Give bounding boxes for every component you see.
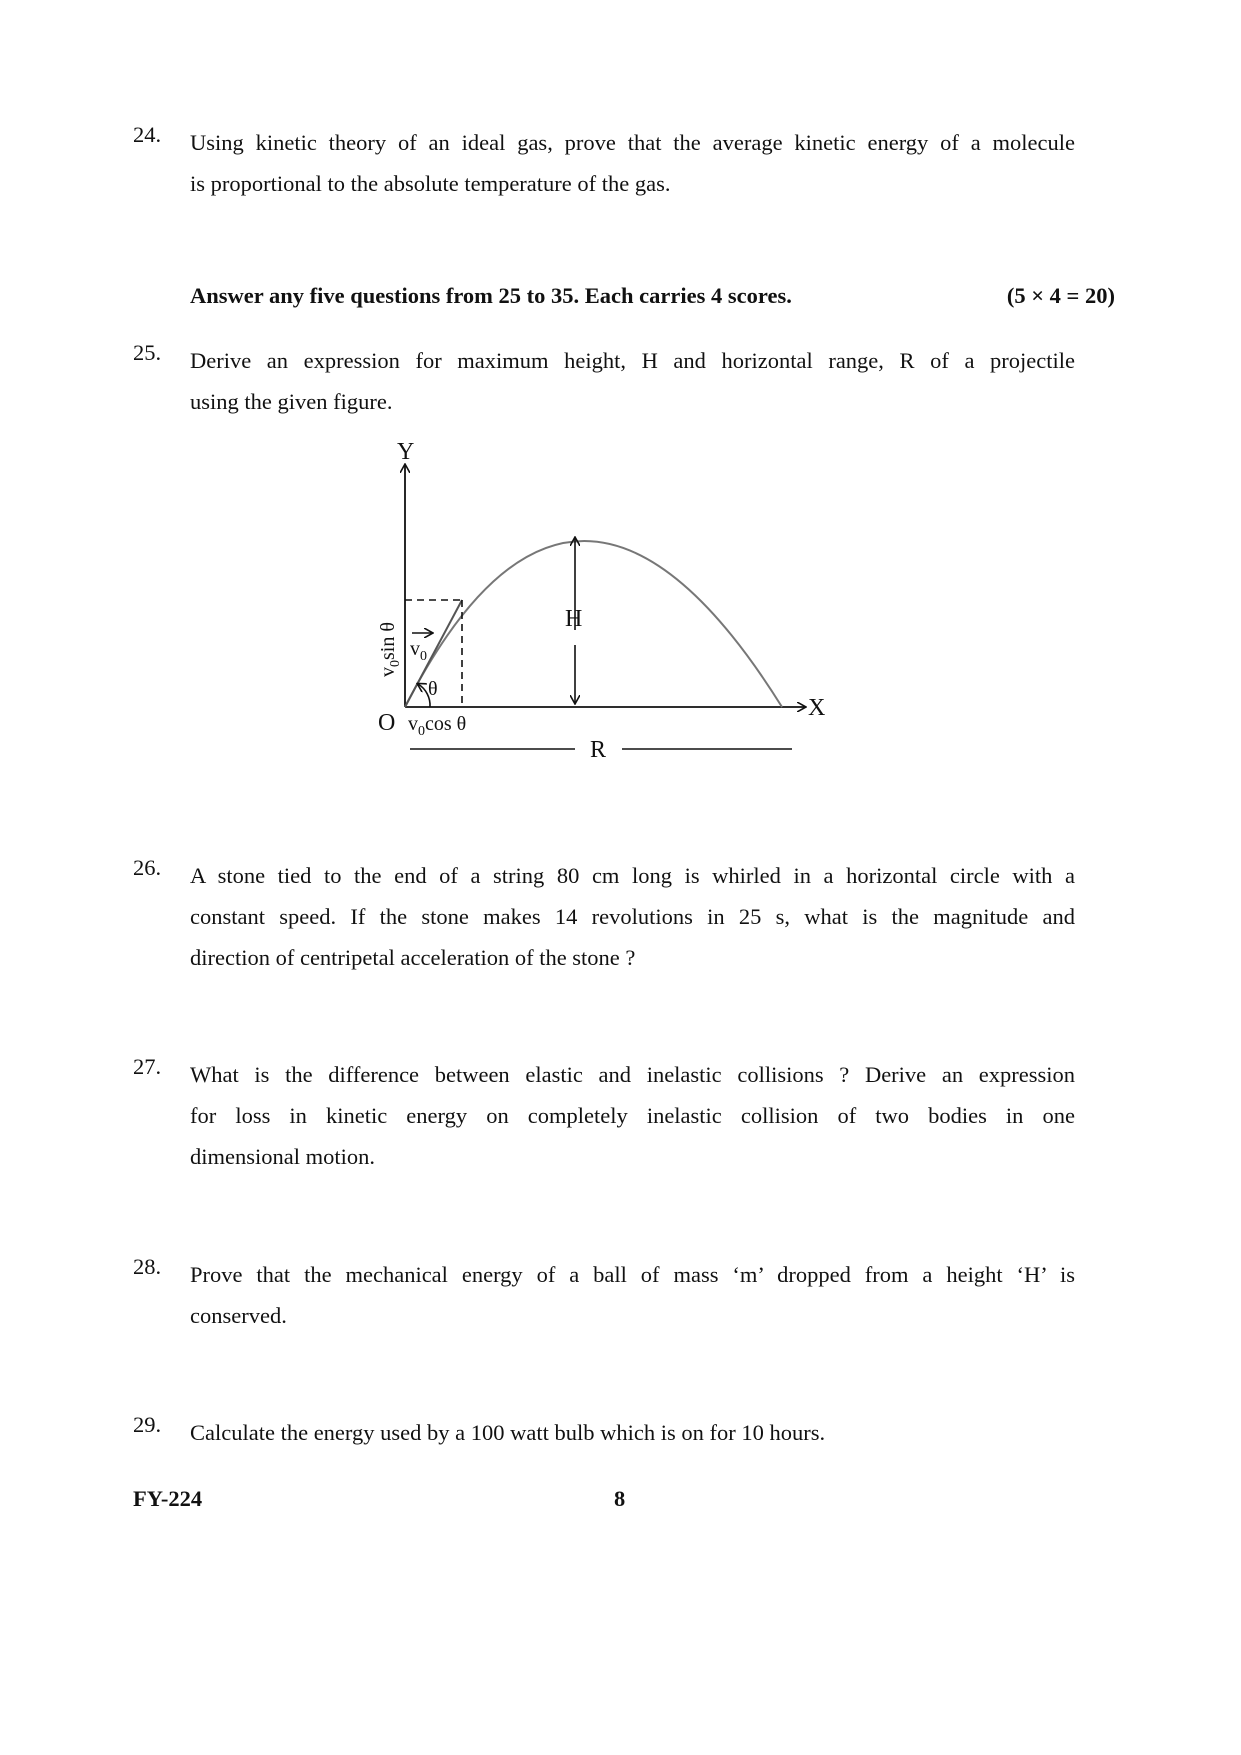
height-label: H: [565, 606, 583, 632]
question-text: [190, 1254, 1075, 1336]
question-line: Calculate the energy used by a 100 watt bulb which is on for 10 hours.: [190, 1420, 826, 1445]
question-27: [133, 1054, 1075, 1177]
section-instruction: Answer any five questions from 25 to 35. Each carries 4 scores.: [190, 283, 792, 308]
section-header: [190, 283, 1115, 309]
y-axis-label: Y: [397, 439, 415, 465]
question-24: [133, 122, 1075, 204]
question-text: [190, 1412, 1075, 1453]
section-marks: (5 × 4 = 20): [1006, 283, 1115, 308]
question-text: [190, 122, 1075, 204]
question-25: [133, 340, 1075, 422]
range-label: R: [590, 737, 607, 763]
angle-label: θ: [428, 678, 438, 700]
question-29: [133, 1412, 1075, 1453]
x-axis-label: X: [808, 695, 826, 721]
question-number: 25.: [133, 340, 162, 365]
page-number: 8: [614, 1486, 626, 1511]
question-line: conserved.: [190, 1303, 287, 1328]
question-line: Derive an expression for maximum height, H and horizontal range, R of a projectile: [190, 348, 1075, 373]
question-line: direction of centripetal acceleration of the stone ?: [190, 945, 636, 970]
question-number: 28.: [133, 1254, 162, 1279]
question-line: dimensional motion.: [190, 1144, 375, 1169]
question-line: is proportional to the absolute temperature of the gas.: [190, 171, 671, 196]
horizontal-component-label: $v_0\cos$ θ: [408, 713, 467, 739]
question-28: [133, 1254, 1075, 1336]
question-26: [133, 855, 1075, 978]
v0-label: $v_0$: [410, 638, 427, 664]
question-line: Prove that the mechanical energy of a ball of mass ‘m’ dropped from a height ‘H’ is: [190, 1262, 1075, 1287]
question-number: 24.: [133, 122, 162, 147]
question-text: [190, 340, 1075, 422]
question-line: using the given figure.: [190, 389, 393, 414]
question-line: constant speed. If the stone makes 14 revolutions in 25 s, what is the magnitude and: [190, 904, 1075, 929]
question-text: [190, 855, 1075, 978]
question-number: 29.: [133, 1412, 162, 1437]
question-line: A stone tied to the end of a string 80 cm long is whirled in a horizontal circle with a: [190, 863, 1075, 888]
paper-code: FY-224: [133, 1486, 203, 1511]
question-line: What is the difference between elastic and inelastic collisions ? Derive an expression: [190, 1062, 1075, 1087]
question-number: 27.: [133, 1054, 162, 1079]
question-line: for loss in kinetic energy on completely inelastic collision of two bodies in one: [190, 1103, 1075, 1128]
question-text: [190, 1054, 1075, 1177]
origin-label: O: [378, 710, 396, 736]
question-line: Using kinetic theory of an ideal gas, prove that the average kinetic energy of a molecule: [190, 130, 1075, 155]
projectile-figure: [360, 435, 840, 775]
vertical-component-label: $v_0\sin$ θ: [377, 622, 403, 677]
question-number: 26.: [133, 855, 162, 880]
